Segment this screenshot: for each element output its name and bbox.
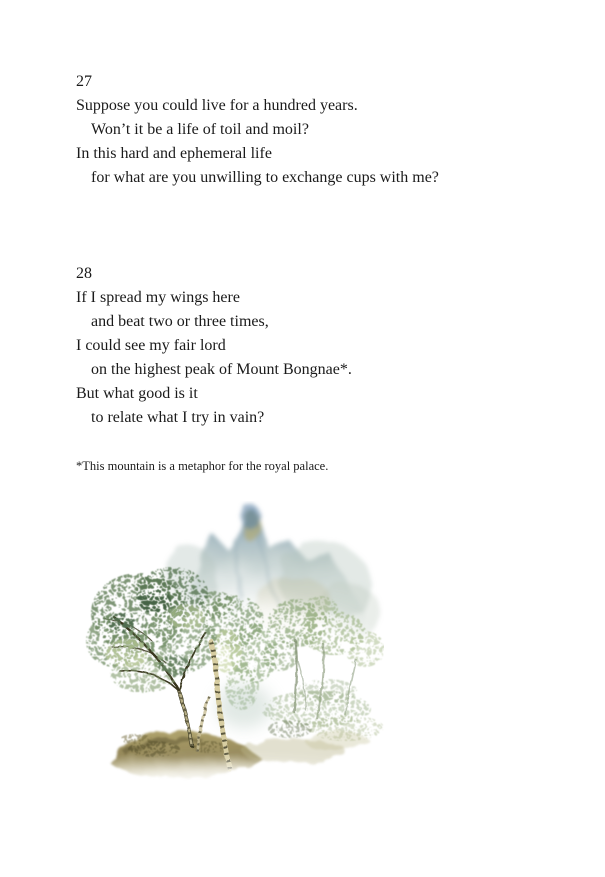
left-tree [86,567,217,746]
poem-28-number: 28 [76,265,92,282]
poem-28-line-2: and beat two or three times, [91,313,269,330]
poem-27-line-4: for what are you unwilling to exchange cups with me? [91,169,439,186]
watercolor-illustration [84,501,384,788]
poem-27-number: 27 [76,73,92,90]
poem-27-line-1: Suppose you could live for a hundred years. [76,97,358,114]
poem-28-line-6: to relate what I try in vain? [91,409,265,426]
poem-28-line-5: But what good is it [76,385,198,402]
poem-28-line-1: If I spread my wings here [76,289,240,306]
poem-28-line-4: on the highest peak of Mount Bongnae*. [91,361,352,378]
poem-28-line-3: I could see my fair lord [76,337,226,354]
poem-27-line-3: In this hard and ephemeral life [76,145,272,162]
footnote: *This mountain is a metaphor for the royal palace. [76,459,329,473]
poem-28 [76,262,352,430]
poem-27-line-2: Won’t it be a life of toil and moil? [91,121,309,138]
poem-27 [76,70,439,190]
